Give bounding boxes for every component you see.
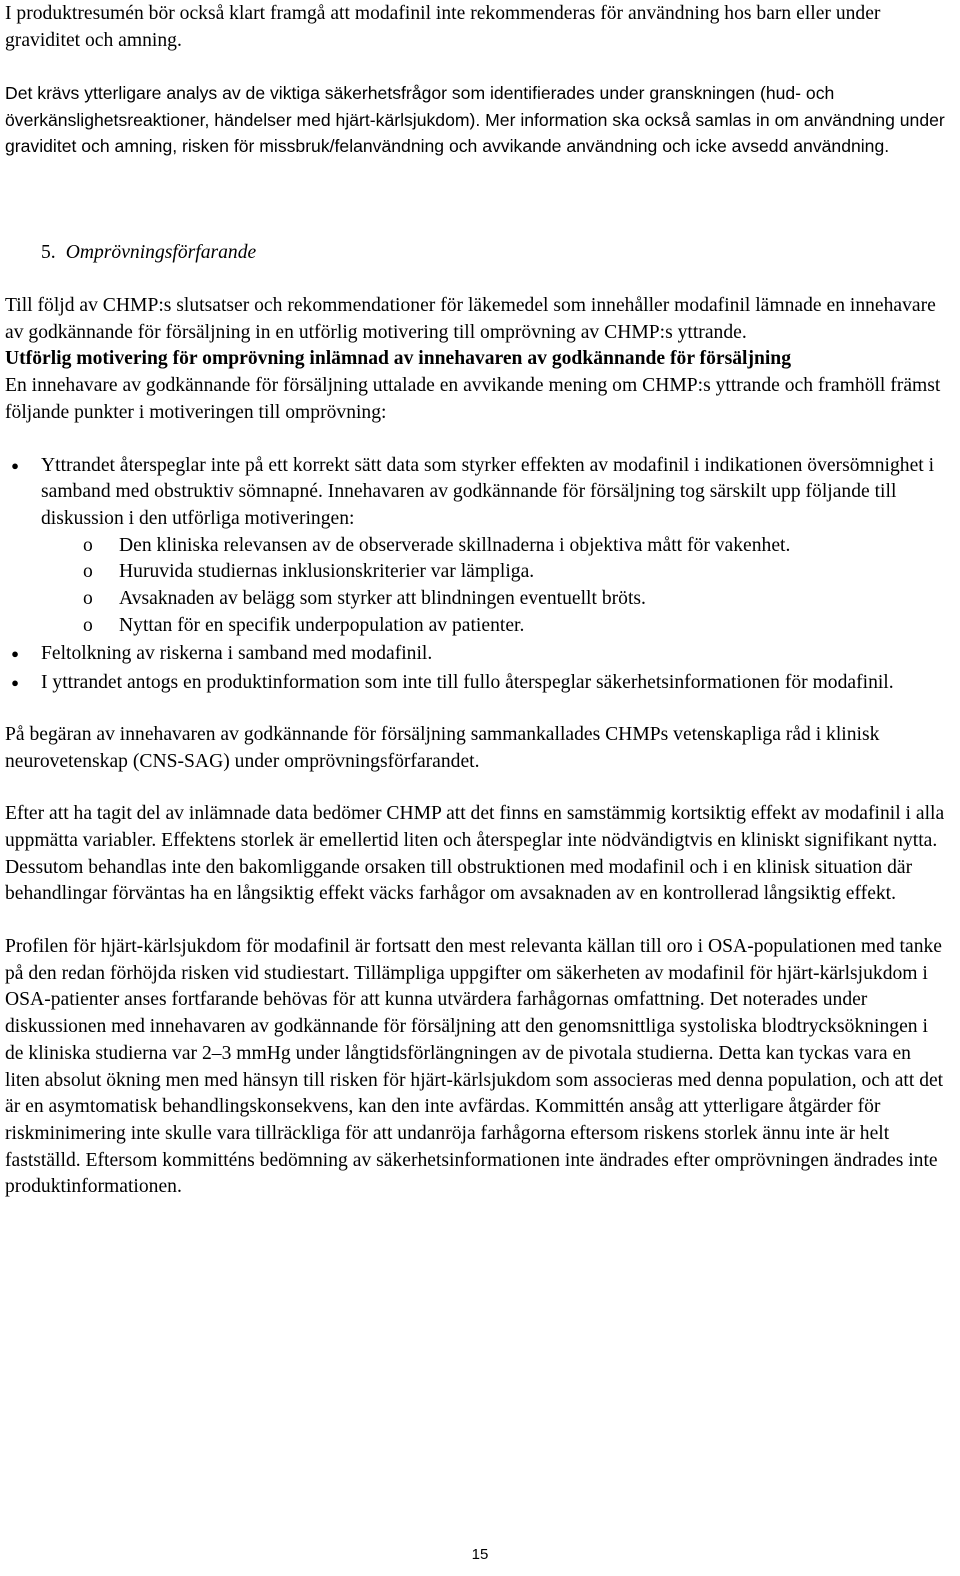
body-paragraph-2: En innehavare av godkännande för försäljning uttalade en avvikande mening om CHMP:s yttrande och framhöll främst följande punkter i motiveringen till omprövning: bbox=[5, 375, 941, 423]
body-paragraph-3: På begäran av innehavaren av godkännande för försäljning sammankallades CHMPs vetenskapliga råd i klinisk neurovetenskap (CNS-SAG) under omprövningsförfarandet. bbox=[5, 723, 880, 772]
sub-list-item-text: Nyttan för en specifik underpopulation av patienter. bbox=[119, 614, 525, 636]
circle-bullet-icon: o bbox=[83, 614, 93, 636]
body-block bbox=[5, 293, 950, 1201]
circle-bullet-icon: o bbox=[83, 534, 93, 556]
intro-paragraph-2: Det krävs ytterligare analys av de viktiga säkerhetsfrågor som identifierades under granskningen (hud- och överkänslighetsreaktioner, händelser med hjärt-kärlsjukdom). Mer information ska också samlas in om användning under graviditet och amning, risken för missbruk/felanvändning och avvikande användning och icke avsedd användning. bbox=[5, 83, 945, 156]
sub-list-item bbox=[5, 559, 950, 586]
circle-bullet-icon: o bbox=[83, 561, 93, 583]
intro-paragraph-1: I produktresumén bör också klart framgå att modafinil inte rekommenderas för användning hos barn eller under graviditet och amning. bbox=[5, 3, 881, 51]
reasons-list bbox=[5, 453, 950, 697]
sub-list-item-text: Huruvida studiernas inklusionskriterier var lämpliga. bbox=[119, 561, 535, 583]
sub-list-item bbox=[5, 533, 950, 560]
sub-list-item bbox=[5, 613, 950, 640]
bullet-icon: ● bbox=[11, 457, 19, 473]
list-item-text: I yttrandet antogs en produktinformation som inte till fullo återspeglar säkerhetsinformationen för modafinil. bbox=[41, 672, 894, 694]
list-item bbox=[5, 641, 950, 668]
list-item-text: Yttrandet återspeglar inte på ett korrekt sätt data som styrker effekten av modafinil i indikationen översömnighet i samband med obstruktiv sömnapné. Innehavaren av godkännande för försäljning tog särskilt upp följande till diskussion i den utförliga motiveringen: bbox=[41, 454, 935, 529]
bullet-icon: ● bbox=[11, 675, 19, 691]
page-number: 15 bbox=[471, 1546, 489, 1563]
body-paragraph-4: Efter att ha tagit del av inlämnade data bedömer CHMP att det finns en samstämmig kortsiktig effekt av modafinil i alla uppmätta variabler. Effektens storlek är emellertid liten och återspeglar inte nödvändigtvis en kliniskt signifikant nytta. Dessutom behandlas inte den bakomliggande orsaken till obstruktionen med modafinil och i en klinisk situation där behandlingar förväntas ha en långsiktig effekt väcks farhågor om avsaknaden av en kontrollerad långsiktig effekt. bbox=[5, 803, 945, 905]
sub-list-item-text: Den kliniska relevansen av de observerade skillnaderna i objektiva mått för vakenhet. bbox=[119, 534, 791, 556]
sub-list-item bbox=[5, 586, 950, 613]
sub-list bbox=[5, 533, 950, 640]
circle-bullet-icon: o bbox=[83, 588, 93, 610]
bullet-icon: ● bbox=[11, 646, 19, 662]
section-number: 5. bbox=[41, 242, 56, 263]
list-item bbox=[5, 670, 950, 697]
sub-list-item-text: Avsaknaden av belägg som styrker att blindningen eventuellt bröts. bbox=[119, 588, 646, 610]
section-title: Omprövningsförfarande bbox=[65, 242, 257, 263]
list-item bbox=[5, 453, 950, 640]
section-heading bbox=[41, 240, 941, 267]
bold-subheading: Utförlig motivering för omprövning inlämnad av innehavaren av godkännande för försäljning bbox=[5, 348, 791, 370]
list-item-text: Feltolkning av riskerna i samband med modafinil. bbox=[41, 643, 433, 665]
body-paragraph-1: Till följd av CHMP:s slutsatser och rekommendationer för läkemedel som innehåller modafinil lämnade en innehavare av godkännande för försäljning in en utförlig motivering till omprövning av CHMP:s yttrande. bbox=[5, 295, 936, 343]
body-paragraph-5: Profilen för hjärt-kärlsjukdom för modafinil är fortsatt den mest relevanta källan till oro i OSA-populationen med tanke på den redan förhöjda risken vid studiestart. Tillämpliga uppgifter om säkerheten av modafinil för hjärt-kärlsjukdom i OSA-patienter anses fortfarande behövas för att kunna utvärdera farhågornas omfattning. Det noterades under diskussionen med innehavaren av godkännande för försäljning att den genomsnittliga systoliska blodtrycksökningen i de kliniska studierna var 2–3 mmHg under långtidsförlängningen av de pivotala studierna. Detta kan tyckas vara en liten absolut ökning men med hänsyn till risken för hjärt-kärlsjukdom som associeras med denna population, och att det är en asymtomatisk behandlingskonsekvens, kan den inte avfärdas. Kommittén ansåg att ytterligare åtgärder för riskminimering inte skulle vara tillräckliga för att undanröja farhågorna eftersom riskens storlek ännu inte är helt fastställd. Eftersom kommitténs bedömning av säkerhetsinformationen inte ändrades efter omprövningen ändrades inte produktinformationen. bbox=[5, 936, 944, 1198]
